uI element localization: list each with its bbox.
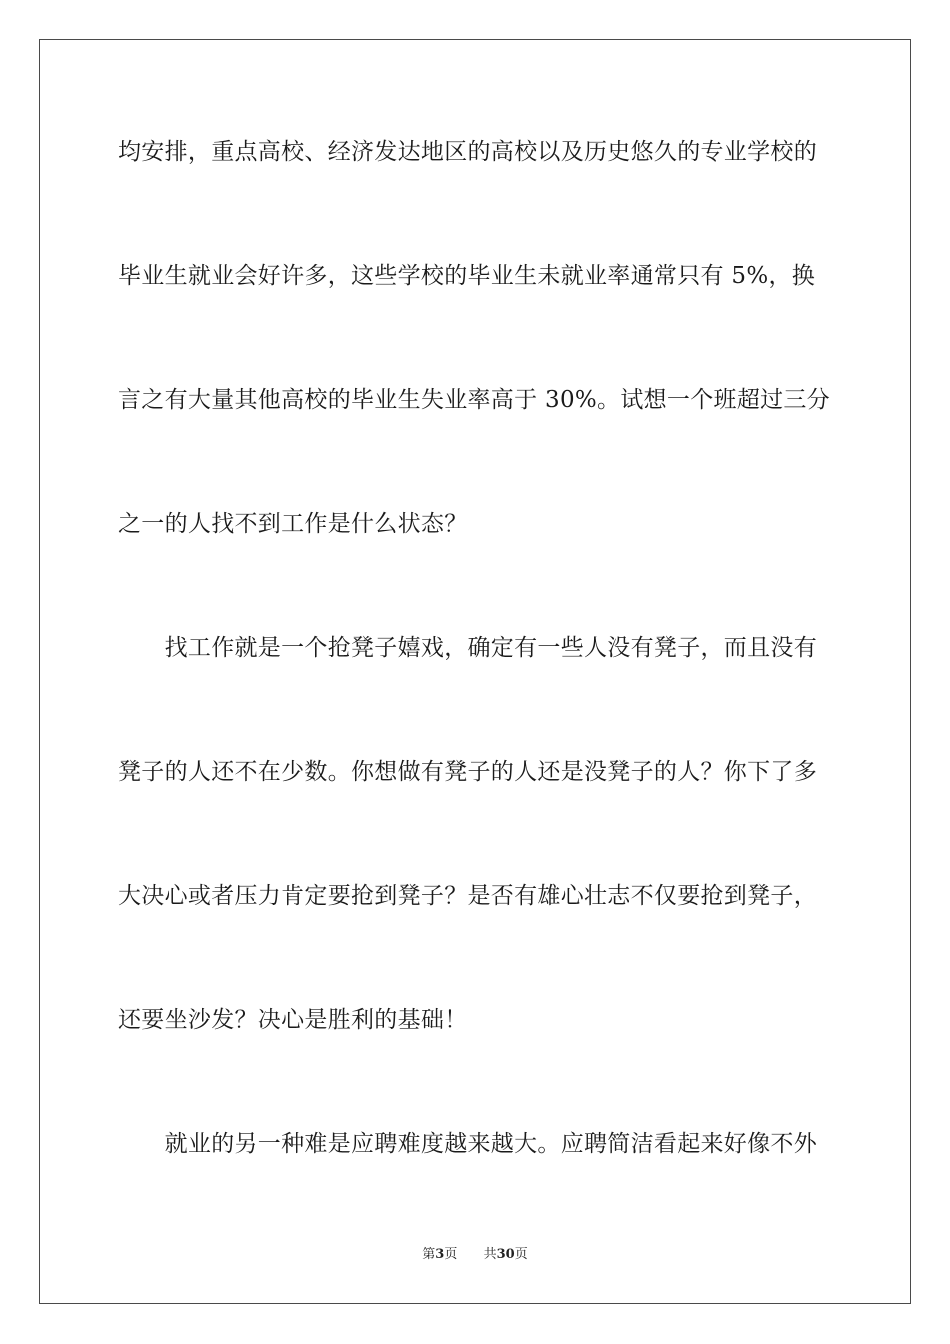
text-line-2: 毕业生就业会好许多，这些学校的毕业生未就业率通常只有 5%，换 — [118, 263, 816, 289]
page-prefix: 第 — [422, 1247, 436, 1262]
current-page-number: 3 — [435, 1247, 445, 1262]
text-line-9: 就业的另一种难是应聘难度越来越大。应聘简洁看起来好像不外 — [118, 1131, 817, 1157]
total-suffix: 页 — [514, 1247, 528, 1262]
text-line-6: 凳子的人还不在少数。你想做有凳子的人还是没凳子的人？你下了多 — [118, 759, 817, 785]
text-line-7: 大决心或者压力肯定要抢到凳子？是否有雄心壮志不仅要抢到凳子， — [118, 883, 817, 909]
text-line-1: 均安排，重点高校、经济发达地区的高校以及历史悠久的专业学校的 — [118, 139, 817, 165]
total-page-count: 30 — [496, 1247, 515, 1262]
page-border — [39, 39, 911, 1304]
text-line-3: 言之有大量其他高校的毕业生失业率高于 30%。试想一个班超过三分 — [118, 387, 831, 413]
text-line-8: 还要坐沙发？决心是胜利的基础！ — [118, 1007, 468, 1033]
text-line-4: 之一的人找不到工作是什么状态？ — [118, 511, 468, 537]
page-number-label — [422, 1246, 457, 1264]
text-line-5: 找工作就是一个抢凳子嬉戏，确定有一些人没有凳子，而且没有 — [118, 635, 817, 661]
total-prefix: 共 — [483, 1247, 497, 1262]
page-footer — [0, 1246, 950, 1264]
total-pages-label — [484, 1246, 528, 1264]
page-suffix: 页 — [444, 1247, 458, 1262]
